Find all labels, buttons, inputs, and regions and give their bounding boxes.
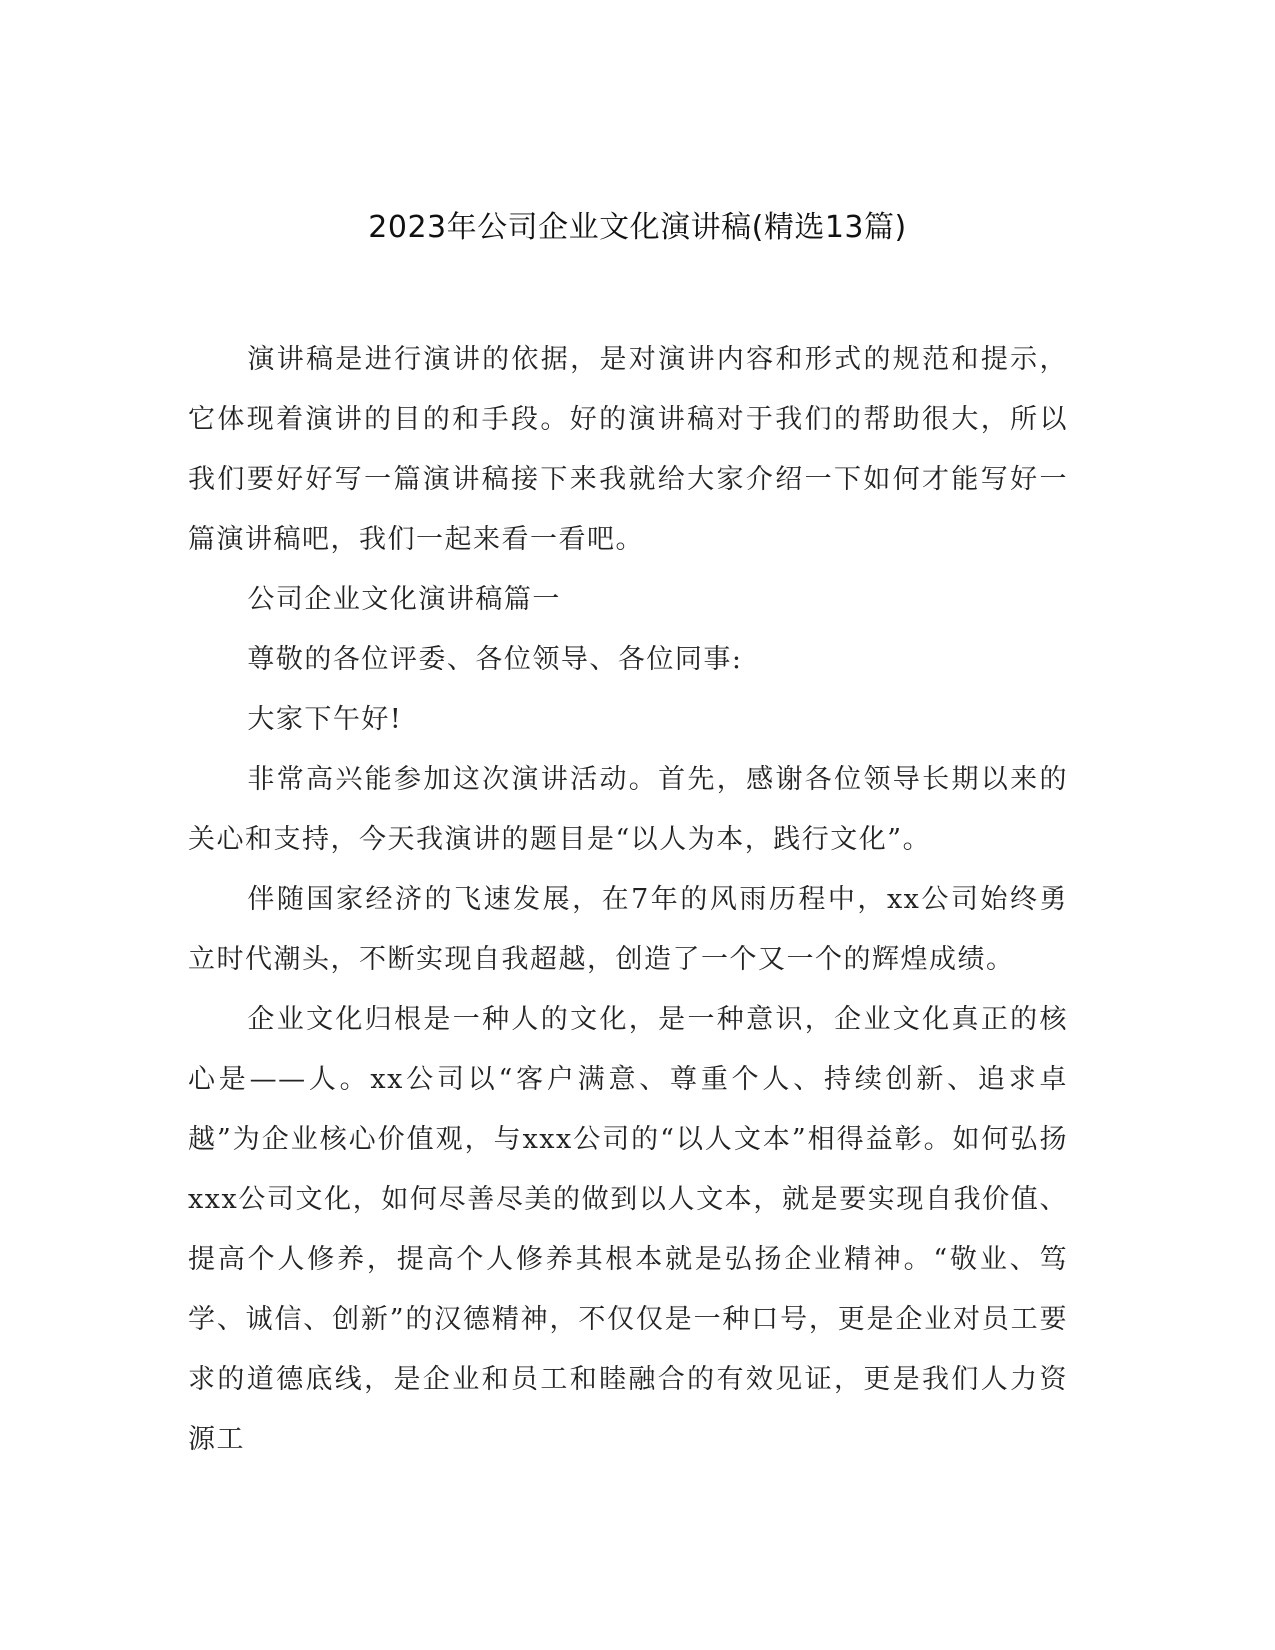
intro-paragraph: 演讲稿是进行演讲的依据，是对演讲内容和形式的规范和提示，它体现着演讲的目的和手段。好的演讲稿对于我们的帮助很大，所以我们要好好写一篇演讲稿接下来我就给大家介绍一下如何才能写好一篇演讲稿吧，我们一起来看一看吧。 [188,344,1068,555]
body-paragraph: 非常高兴能参加这次演讲活动。首先，感谢各位领导长期以来的关心和支持，今天我演讲的题目是“以人为本，践行文化”。 [188,764,1068,855]
document-title: 2023年公司企业文化演讲稿(精选13篇) [368,210,907,245]
section-heading: 公司企业文化演讲稿篇一 [247,584,561,615]
body-paragraph: 企业文化归根是一种人的文化，是一种意识，企业文化真正的核心是——人。xx公司以“客户满意、尊重个人、持续创新、追求卓越”为企业核心价值观，与xxx公司的“以人文本”相得益彰。如何弘扬xxx公司文化，如何尽善尽美的做到以人文本，就是要实现自我价值、提高个人修养，提高个人修养其根本就是弘扬企业精神。“敬业、笃学、诚信、创新”的汉德精神，不仅仅是一种口号，更是企业对员工要求的道德底线，是企业和员工和睦融合的有效见证，更是我们人力资源工 [188,1004,1068,1455]
body-paragraph: 伴随国家经济的飞速发展，在7年的风雨历程中，xx公司始终勇立时代潮头，不断实现自我超越，创造了一个又一个的辉煌成绩。 [188,884,1068,975]
greeting: 大家下午好! [247,704,403,735]
salutation: 尊敬的各位评委、各位领导、各位同事: [247,644,743,675]
document-body [188,330,1068,1470]
